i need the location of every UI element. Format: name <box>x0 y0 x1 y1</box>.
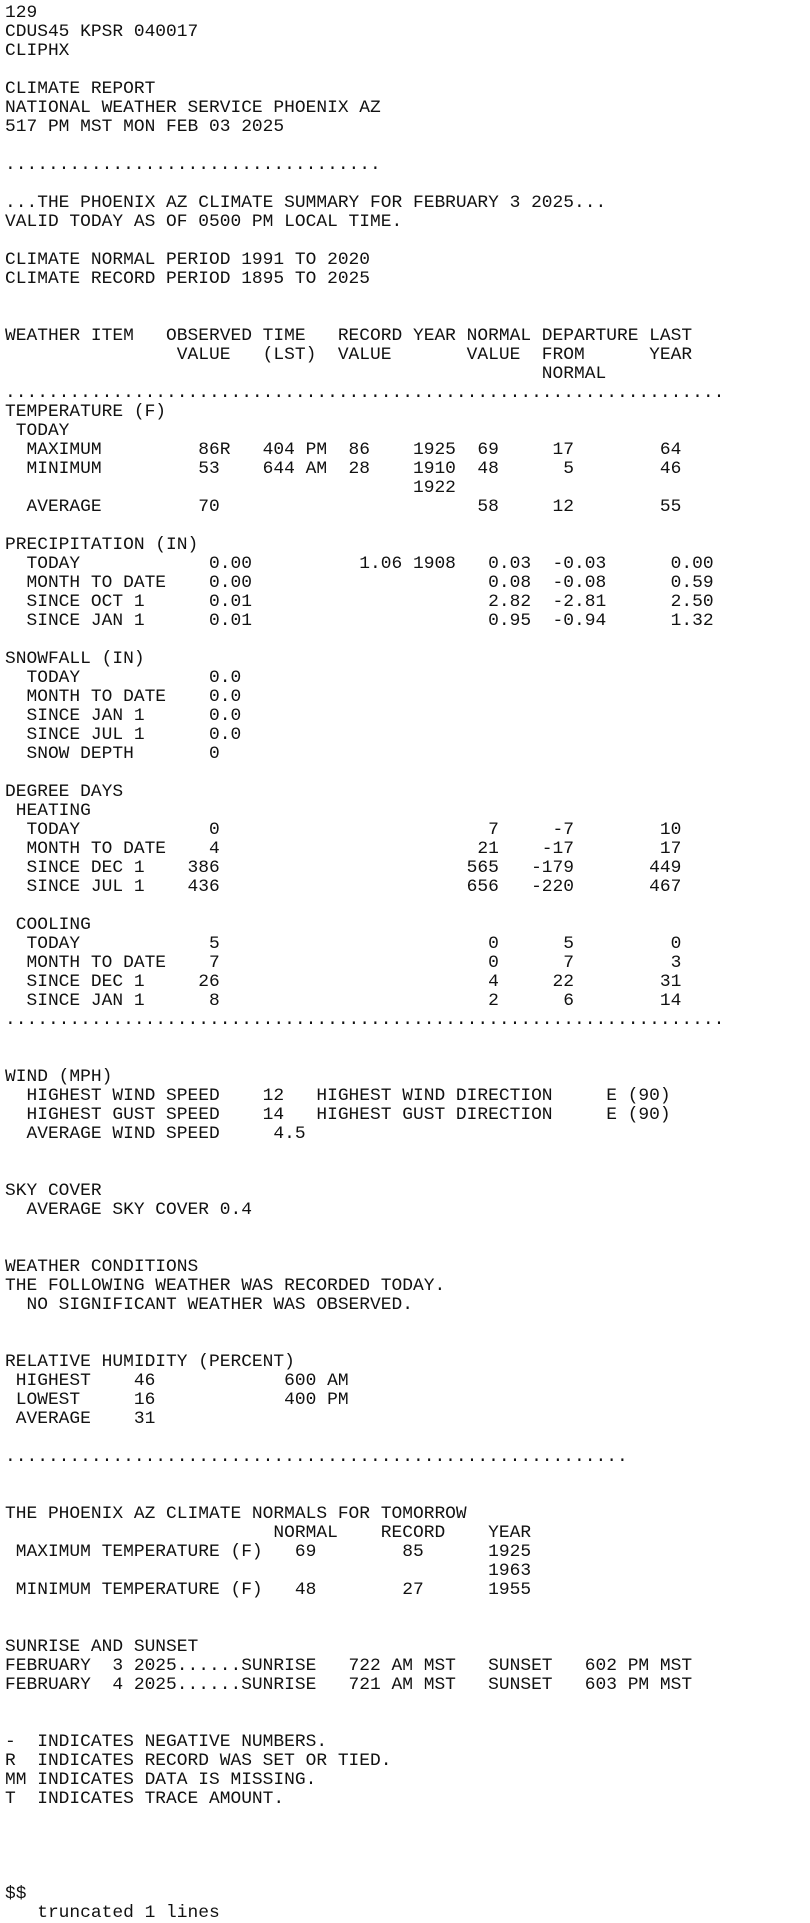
report-line: - INDICATES NEGATIVE NUMBERS. <box>5 1732 328 1752</box>
report-line: PRECIPITATION (IN) <box>5 535 199 555</box>
report-line <box>5 175 810 194</box>
report-line <box>5 1467 810 1486</box>
report-line: FEBRUARY 4 2025......SUNRISE 721 AM MST SUNSET 603 PM MST <box>5 1675 693 1695</box>
report-line <box>5 1144 810 1163</box>
report-line: .......................................................... <box>5 1447 628 1467</box>
report-line: SKY COVER <box>5 1181 102 1201</box>
report-line <box>5 1163 810 1182</box>
report-line <box>5 232 810 251</box>
report-line: DEGREE DAYS <box>5 782 124 802</box>
report-line: FEBRUARY 3 2025......SUNRISE 722 AM MST SUNSET 602 PM MST <box>5 1656 693 1676</box>
report-line: COOLING <box>5 915 91 935</box>
report-line: WEATHER CONDITIONS <box>5 1257 199 1277</box>
report-line: CLIMATE NORMAL PERIOD 1991 TO 2020 <box>5 250 371 270</box>
report-line: MONTH TO DATE 4 21 -17 17 <box>5 839 682 859</box>
report-line: TODAY 0.0 <box>5 668 242 688</box>
report-line <box>5 517 810 536</box>
report-line <box>5 1239 810 1258</box>
report-line: SINCE JAN 1 0.0 <box>5 706 242 726</box>
report-line: SINCE DEC 1 26 4 22 31 <box>5 972 682 992</box>
report-line: 129 <box>5 3 38 23</box>
report-line <box>5 1315 810 1334</box>
report-line: CLIMATE RECORD PERIOD 1895 TO 2025 <box>5 269 371 289</box>
report-line: HIGHEST WIND SPEED 12 HIGHEST WIND DIRECTION E (90) <box>5 1086 671 1106</box>
report-line: SINCE JUL 1 0.0 <box>5 725 242 745</box>
report-line: SINCE JAN 1 0.01 0.95 -0.94 1.32 <box>5 611 714 631</box>
report-line: RELATIVE HUMIDITY (PERCENT) <box>5 1352 295 1372</box>
report-line: MONTH TO DATE 0.0 <box>5 687 242 707</box>
report-line: CLIPHX <box>5 41 70 61</box>
report-line: $$ <box>5 1884 27 1904</box>
report-line: TODAY 0.00 1.06 1908 0.03 -0.03 0.00 <box>5 554 714 574</box>
report-line: R INDICATES RECORD WAS SET OR TIED. <box>5 1751 392 1771</box>
report-line: ................................... <box>5 155 381 175</box>
report-line <box>5 1866 810 1885</box>
report-line <box>5 1847 810 1866</box>
report-line: 1963 <box>5 1561 532 1581</box>
report-line <box>5 308 810 327</box>
report-line: THE FOLLOWING WEATHER WAS RECORDED TODAY. <box>5 1276 446 1296</box>
report-line: TEMPERATURE (F) <box>5 402 167 422</box>
report-line: SINCE JAN 1 8 2 6 14 <box>5 991 682 1011</box>
report-line: MM INDICATES DATA IS MISSING. <box>5 1770 317 1790</box>
report-line: SNOWFALL (IN) <box>5 649 145 669</box>
report-line <box>5 289 810 308</box>
report-line: THE PHOENIX AZ CLIMATE NORMALS FOR TOMORROW <box>5 1504 467 1524</box>
report-line: ...THE PHOENIX AZ CLIMATE SUMMARY FOR FEBRUARY 3 2025... <box>5 193 607 213</box>
report-line: SNOW DEPTH 0 <box>5 744 220 764</box>
report-line <box>5 1030 810 1049</box>
report-line: MONTH TO DATE 7 0 7 3 <box>5 953 682 973</box>
report-line: CDUS45 KPSR 040017 <box>5 22 199 42</box>
report-line <box>5 1429 810 1448</box>
report-line: HIGHEST GUST SPEED 14 HIGHEST GUST DIRECTION E (90) <box>5 1105 671 1125</box>
report-line: MONTH TO DATE 0.00 0.08 -0.08 0.59 <box>5 573 714 593</box>
report-line: MINIMUM 53 644 AM 28 1910 48 5 46 <box>5 459 682 479</box>
report-line: AVERAGE SKY COVER 0.4 <box>5 1200 252 1220</box>
report-line <box>5 1809 810 1828</box>
report-line: VALUE (LST) VALUE VALUE FROM YEAR <box>5 345 693 365</box>
report-line: NORMAL <box>5 364 607 384</box>
report-line <box>5 764 810 783</box>
report-line: MINIMUM TEMPERATURE (F) 48 27 1955 <box>5 1580 532 1600</box>
report-line <box>5 1220 810 1239</box>
report-line: NORMAL RECORD YEAR <box>5 1523 532 1543</box>
report-line <box>5 137 810 156</box>
report-line: ................................................................... <box>5 1010 725 1030</box>
report-line: MAXIMUM TEMPERATURE (F) 69 85 1925 <box>5 1542 532 1562</box>
report-line: VALID TODAY AS OF 0500 PM LOCAL TIME. <box>5 212 403 232</box>
report-line: WEATHER ITEM OBSERVED TIME RECORD YEAR NORMAL DEPARTURE LAST <box>5 326 693 346</box>
report-line: ................................................................... <box>5 383 725 403</box>
report-line: 517 PM MST MON FEB 03 2025 <box>5 117 285 137</box>
report-line <box>5 1334 810 1353</box>
report-line: AVERAGE WIND SPEED 4.5 <box>5 1124 306 1144</box>
report-line <box>5 1828 810 1847</box>
report-line <box>5 631 810 650</box>
report-line <box>5 61 810 80</box>
report-line: TODAY 0 7 -7 10 <box>5 820 682 840</box>
report-line: AVERAGE 70 58 12 55 <box>5 497 682 517</box>
report-line: HEATING <box>5 801 91 821</box>
report-line: TODAY 5 0 5 0 <box>5 934 682 954</box>
report-line: LOWEST 16 400 PM <box>5 1390 349 1410</box>
report-line: T INDICATES TRACE AMOUNT. <box>5 1789 285 1809</box>
report-line: CLIMATE REPORT <box>5 79 156 99</box>
report-line: 1922 <box>5 478 456 498</box>
report-line <box>5 897 810 916</box>
report-line: HIGHEST 46 600 AM <box>5 1371 349 1391</box>
report-line: SUNRISE AND SUNSET <box>5 1637 199 1657</box>
report-line: MAXIMUM 86R 404 PM 86 1925 69 17 64 <box>5 440 682 460</box>
report-line: NO SIGNIFICANT WEATHER WAS OBSERVED. <box>5 1295 413 1315</box>
report-line: SINCE OCT 1 0.01 2.82 -2.81 2.50 <box>5 592 714 612</box>
report-line <box>5 1619 810 1638</box>
report-line: TODAY <box>5 421 70 441</box>
report-line <box>5 1714 810 1733</box>
report-line <box>5 1600 810 1619</box>
report-line <box>5 1049 810 1068</box>
report-line <box>5 1486 810 1505</box>
report-line: AVERAGE 31 <box>5 1409 156 1429</box>
report-line: WIND (MPH) <box>5 1067 113 1087</box>
report-line: NATIONAL WEATHER SERVICE PHOENIX AZ <box>5 98 381 118</box>
report-line: truncated 1 lines <box>5 1903 220 1923</box>
report-line: SINCE DEC 1 386 565 -179 449 <box>5 858 682 878</box>
report-line: SINCE JUL 1 436 656 -220 467 <box>5 877 682 897</box>
report-line <box>5 1695 810 1714</box>
